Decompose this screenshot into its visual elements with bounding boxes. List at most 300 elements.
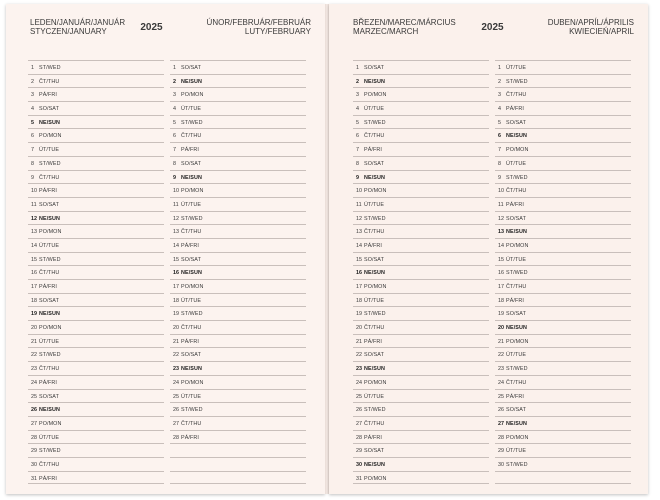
day-number: 5: [498, 119, 501, 126]
day-number: 15: [173, 256, 179, 263]
day-row: [28, 265, 164, 279]
day-column-march: [353, 60, 489, 484]
day-row: [353, 320, 489, 334]
day-row: [28, 142, 164, 156]
weekday-label: SO/SAT: [39, 393, 59, 400]
day-number: 6: [356, 133, 359, 140]
day-number: 22: [173, 352, 179, 359]
day-row: [28, 389, 164, 403]
day-row: [28, 74, 164, 88]
day-row: [170, 197, 306, 211]
day-number: 25: [173, 393, 179, 400]
day-row: [495, 74, 631, 88]
day-row: [170, 375, 306, 389]
weekday-label: SO/SAT: [506, 119, 526, 126]
weekday-label: ČT/THU: [364, 133, 385, 140]
weekday-label: NE/SUN: [39, 215, 60, 222]
weekday-label: ČT/THU: [181, 133, 202, 140]
day-row: [495, 128, 631, 142]
day-row: [353, 265, 489, 279]
day-row: [495, 211, 631, 225]
day-number: 18: [173, 297, 179, 304]
weekday-label: ČT/THU: [506, 379, 527, 386]
day-number: 16: [31, 270, 37, 277]
weekday-label: PO/MON: [181, 188, 204, 195]
weekday-label: ÚT/TUE: [364, 106, 385, 113]
day-number: 31: [356, 475, 362, 482]
day-row: [495, 347, 631, 361]
day-row: [495, 430, 631, 444]
day-row: [353, 279, 489, 293]
weekday-label: NE/SUN: [506, 325, 527, 332]
day-number: 26: [356, 407, 362, 414]
weekday-label: SO/SAT: [181, 256, 201, 263]
day-number: 24: [356, 379, 362, 386]
day-row: [353, 430, 489, 444]
weekday-label: PO/MON: [39, 229, 62, 236]
weekday-label: ČT/THU: [181, 325, 202, 332]
weekday-label: PO/MON: [506, 434, 529, 441]
day-row: [495, 238, 631, 252]
day-number: 17: [356, 284, 362, 290]
day-row: [28, 279, 164, 293]
day-row: [28, 211, 164, 225]
weekday-label: PO/MON: [506, 242, 529, 249]
day-number: 8: [173, 160, 176, 167]
weekday-label: NE/SUN: [364, 174, 385, 181]
day-row: [170, 115, 306, 129]
month-name-line: MARZEC/MARCH: [353, 27, 419, 36]
month-name-line: DUBEN/APRÍL/ÁPRILIS: [547, 18, 634, 27]
day-row: [495, 156, 631, 170]
weekday-label: PÁ/FRI: [364, 338, 382, 345]
weekday-label: ČT/THU: [181, 229, 202, 236]
day-number: 12: [173, 215, 179, 222]
day-row: [28, 457, 164, 471]
day-row: [353, 224, 489, 238]
day-row: [170, 252, 306, 266]
weekday-label: SO/SAT: [364, 65, 384, 71]
month-name-line: LUTY/FEBRUARY: [244, 27, 311, 36]
day-number: 2: [31, 78, 34, 85]
day-row: [353, 87, 489, 101]
day-number: 16: [356, 270, 362, 277]
day-column-january: [28, 60, 164, 484]
weekday-label: SO/SAT: [364, 352, 384, 359]
day-number: 9: [31, 174, 34, 181]
day-number: 17: [31, 284, 37, 290]
day-number: 13: [31, 229, 37, 236]
weekday-label: ST/WED: [39, 160, 61, 167]
weekday-label: ST/WED: [506, 461, 528, 468]
day-row: [495, 252, 631, 266]
day-row: [353, 443, 489, 457]
day-row: [495, 170, 631, 184]
day-row: [170, 87, 306, 101]
day-row: [28, 101, 164, 115]
day-number: 19: [31, 311, 37, 318]
day-row: [353, 471, 489, 485]
weekday-label: PÁ/FRI: [506, 106, 524, 113]
weekday-label: NE/SUN: [181, 270, 202, 277]
day-row: [495, 197, 631, 211]
day-row: [353, 60, 489, 74]
day-number: 19: [173, 311, 179, 318]
weekday-label: ČT/THU: [506, 284, 527, 290]
day-row: [495, 265, 631, 279]
day-number: 2: [173, 78, 176, 85]
weekday-label: ČT/THU: [506, 188, 527, 195]
month-header-april: [548, 18, 634, 36]
day-number: 4: [173, 106, 176, 113]
day-number: 22: [356, 352, 362, 359]
day-row: [170, 457, 306, 471]
day-number: 30: [356, 461, 362, 468]
day-row: [495, 457, 631, 471]
day-row: [170, 224, 306, 238]
day-row: [495, 416, 631, 430]
day-row: [495, 443, 631, 457]
day-row: [353, 347, 489, 361]
day-number: 11: [356, 201, 362, 208]
weekday-label: PO/MON: [506, 338, 529, 345]
weekday-label: PÁ/FRI: [181, 147, 199, 154]
weekday-label: PÁ/FRI: [506, 201, 524, 208]
weekday-label: PO/MON: [181, 284, 204, 290]
day-row: [28, 334, 164, 348]
weekday-label: ČT/THU: [364, 420, 385, 427]
weekday-label: PO/MON: [506, 147, 529, 154]
day-number: 18: [498, 297, 504, 304]
weekday-label: ST/WED: [364, 311, 386, 318]
weekday-label: NE/SUN: [364, 461, 385, 468]
weekday-label: NE/SUN: [39, 407, 60, 414]
day-number: 31: [31, 475, 37, 482]
day-number: 13: [173, 229, 179, 236]
day-row: [28, 443, 164, 457]
weekday-label: ST/WED: [181, 407, 203, 414]
weekday-label: NE/SUN: [39, 311, 60, 318]
day-number: 20: [173, 325, 179, 332]
day-number: 23: [498, 366, 504, 373]
day-row: [495, 87, 631, 101]
day-row: [28, 87, 164, 101]
day-row: [353, 361, 489, 375]
day-column-april: [495, 60, 631, 484]
year-label: 2025: [140, 22, 163, 33]
day-number: 29: [498, 448, 504, 455]
weekday-label: SO/SAT: [506, 215, 526, 222]
weekday-label: PÁ/FRI: [364, 242, 382, 249]
weekday-label: ČT/THU: [364, 229, 385, 236]
weekday-label: NE/SUN: [364, 270, 385, 277]
day-row: [28, 197, 164, 211]
day-number: 15: [31, 256, 37, 263]
weekday-label: SO/SAT: [181, 160, 201, 167]
day-number: 27: [31, 420, 37, 427]
day-row: [495, 320, 631, 334]
weekday-label: PO/MON: [39, 420, 62, 427]
day-number: 4: [356, 106, 359, 113]
day-row: [170, 238, 306, 252]
weekday-label: ST/WED: [364, 407, 386, 414]
day-number: 20: [356, 325, 362, 332]
day-number: 21: [498, 338, 504, 345]
weekday-label: PO/MON: [364, 188, 387, 195]
right-page: [329, 4, 648, 494]
day-number: 5: [356, 119, 359, 126]
day-number: 25: [356, 393, 362, 400]
day-number: 6: [31, 133, 34, 140]
day-number: 11: [173, 201, 179, 208]
day-row: [170, 471, 306, 485]
day-row: [28, 402, 164, 416]
weekday-label: ÚT/TUE: [506, 448, 527, 455]
day-number: 2: [356, 78, 359, 85]
day-number: 21: [173, 338, 179, 345]
day-row: [28, 361, 164, 375]
day-number: 28: [356, 434, 362, 441]
day-row: [170, 142, 306, 156]
weekday-label: PÁ/FRI: [39, 379, 57, 386]
day-number: 28: [498, 434, 504, 441]
day-row: [353, 252, 489, 266]
weekday-label: PO/MON: [364, 284, 387, 290]
weekday-label: ČT/THU: [181, 420, 202, 427]
day-number: 1: [31, 65, 34, 71]
day-number: 13: [498, 229, 504, 236]
day-row: [28, 183, 164, 197]
day-row: [495, 361, 631, 375]
day-number: 29: [31, 448, 37, 455]
day-number: 5: [31, 119, 34, 126]
day-row: [353, 170, 489, 184]
day-row: [495, 142, 631, 156]
day-number: 23: [356, 366, 362, 373]
day-number: 22: [498, 352, 504, 359]
day-number: 6: [498, 133, 501, 140]
day-row: [170, 293, 306, 307]
day-number: 7: [31, 147, 34, 154]
weekday-label: PÁ/FRI: [181, 434, 199, 441]
year-label: 2025: [481, 22, 504, 33]
day-row: [28, 320, 164, 334]
weekday-label: ÚT/TUE: [506, 65, 527, 71]
day-number: 15: [356, 256, 362, 263]
day-row: [28, 115, 164, 129]
weekday-label: ÚT/TUE: [181, 106, 202, 113]
weekday-label: NE/SUN: [181, 174, 202, 181]
day-row: [28, 128, 164, 142]
weekday-label: ÚT/TUE: [506, 256, 527, 263]
weekday-label: ČT/THU: [506, 92, 527, 99]
month-name-line: LEDEN/JANUÁR/JANUÁR: [30, 18, 126, 27]
day-row: [495, 334, 631, 348]
day-row: [170, 74, 306, 88]
day-number: 10: [173, 188, 179, 195]
day-number: 30: [31, 461, 37, 468]
weekday-label: ÚT/TUE: [39, 242, 60, 249]
weekday-label: NE/SUN: [364, 78, 385, 85]
day-row: [353, 402, 489, 416]
day-number: 27: [173, 420, 179, 427]
day-number: 20: [31, 325, 37, 332]
weekday-label: ST/WED: [506, 366, 528, 373]
month-name-line: KWIECIEŃ/APRIL: [569, 27, 634, 36]
weekday-label: SO/SAT: [39, 297, 59, 304]
day-number: 23: [31, 366, 37, 373]
day-number: 5: [173, 119, 176, 126]
day-row: [170, 279, 306, 293]
day-row: [170, 306, 306, 320]
day-row: [28, 224, 164, 238]
weekday-label: NE/SUN: [506, 133, 527, 140]
month-header-february: [207, 18, 311, 36]
month-name-line: BŘEZEN/MAREC/MÁRCIUS: [353, 18, 456, 27]
day-row: [495, 115, 631, 129]
day-number: 4: [31, 106, 34, 113]
day-row: [170, 265, 306, 279]
weekday-label: ÚT/TUE: [181, 393, 202, 400]
weekday-label: ST/WED: [364, 119, 386, 126]
day-number: 17: [173, 284, 179, 290]
weekday-label: NE/SUN: [181, 78, 202, 85]
day-number: 10: [498, 188, 504, 195]
day-row: [495, 60, 631, 74]
weekday-label: ST/WED: [39, 448, 61, 455]
day-column-february: [170, 60, 306, 484]
day-number: 6: [173, 133, 176, 140]
day-number: 7: [498, 147, 501, 154]
weekday-label: ÚT/TUE: [39, 338, 60, 345]
weekday-label: PÁ/FRI: [506, 393, 524, 400]
day-row: [170, 361, 306, 375]
day-row: [495, 389, 631, 403]
day-row: [28, 430, 164, 444]
month-name-line: STYCZEN/JANUARY: [30, 27, 107, 36]
day-number: 1: [498, 65, 501, 71]
weekday-label: ST/WED: [506, 78, 528, 85]
day-number: 3: [31, 92, 34, 99]
day-row: [28, 156, 164, 170]
day-row: [170, 320, 306, 334]
day-row: [353, 115, 489, 129]
day-row: [495, 183, 631, 197]
day-number: 18: [31, 297, 37, 304]
day-row: [28, 252, 164, 266]
day-number: 14: [498, 242, 504, 249]
day-row: [495, 101, 631, 115]
day-row: [170, 430, 306, 444]
weekday-label: ST/WED: [39, 256, 61, 263]
day-number: 24: [498, 379, 504, 386]
weekday-label: ÚT/TUE: [181, 297, 202, 304]
day-row: [28, 471, 164, 485]
day-row: [353, 197, 489, 211]
day-number: 25: [498, 393, 504, 400]
day-row: [170, 347, 306, 361]
weekday-label: PO/MON: [181, 92, 204, 99]
weekday-label: ST/WED: [39, 352, 61, 359]
day-row: [353, 74, 489, 88]
day-row: [28, 238, 164, 252]
day-number: 17: [498, 284, 504, 290]
day-number: 3: [173, 92, 176, 99]
weekday-label: ÚT/TUE: [506, 160, 527, 167]
weekday-label: NE/SUN: [364, 366, 385, 373]
day-row: [353, 142, 489, 156]
day-row: [28, 416, 164, 430]
day-row: [353, 375, 489, 389]
day-number: 19: [498, 311, 504, 318]
day-number: 3: [498, 92, 501, 99]
day-row: [170, 402, 306, 416]
day-number: 24: [173, 379, 179, 386]
day-row: [170, 60, 306, 74]
weekday-label: SO/SAT: [506, 407, 526, 414]
weekday-label: PO/MON: [39, 133, 62, 140]
weekday-label: ST/WED: [39, 65, 61, 71]
day-number: 27: [356, 420, 362, 427]
day-number: 8: [31, 160, 34, 167]
weekday-label: PÁ/FRI: [39, 92, 57, 99]
day-row: [28, 60, 164, 74]
day-row: [28, 293, 164, 307]
day-row: [353, 238, 489, 252]
day-number: 28: [173, 434, 179, 441]
weekday-label: PÁ/FRI: [39, 284, 57, 290]
day-row: [495, 224, 631, 238]
day-number: 21: [356, 338, 362, 345]
day-number: 1: [356, 65, 359, 71]
day-number: 10: [356, 188, 362, 195]
day-number: 15: [498, 256, 504, 263]
weekday-label: ÚT/TUE: [364, 297, 385, 304]
day-number: 7: [173, 147, 176, 154]
day-number: 28: [31, 434, 37, 441]
weekday-label: PO/MON: [364, 379, 387, 386]
weekday-label: PO/MON: [364, 475, 387, 482]
weekday-label: SO/SAT: [364, 160, 384, 167]
day-number: 25: [31, 393, 37, 400]
day-row: [353, 334, 489, 348]
weekday-label: SO/SAT: [506, 311, 526, 318]
day-row: [170, 211, 306, 225]
day-number: 14: [31, 242, 37, 249]
day-row: [353, 211, 489, 225]
day-row: [495, 471, 631, 485]
weekday-label: ST/WED: [506, 174, 528, 181]
day-number: 14: [173, 242, 179, 249]
weekday-label: SO/SAT: [39, 106, 59, 113]
day-row: [353, 389, 489, 403]
day-number: 29: [356, 448, 362, 455]
weekday-label: ÚT/TUE: [39, 434, 60, 441]
weekday-label: PÁ/FRI: [39, 475, 57, 482]
weekday-label: ST/WED: [506, 270, 528, 277]
day-number: 26: [173, 407, 179, 414]
day-number: 26: [498, 407, 504, 414]
day-number: 16: [173, 270, 179, 277]
day-row: [170, 183, 306, 197]
weekday-label: PO/MON: [181, 379, 204, 386]
day-row: [353, 306, 489, 320]
day-row: [170, 389, 306, 403]
weekday-label: NE/SUN: [39, 119, 60, 126]
day-number: 9: [173, 174, 176, 181]
weekday-label: PÁ/FRI: [181, 242, 199, 249]
weekday-label: ČT/THU: [364, 325, 385, 332]
